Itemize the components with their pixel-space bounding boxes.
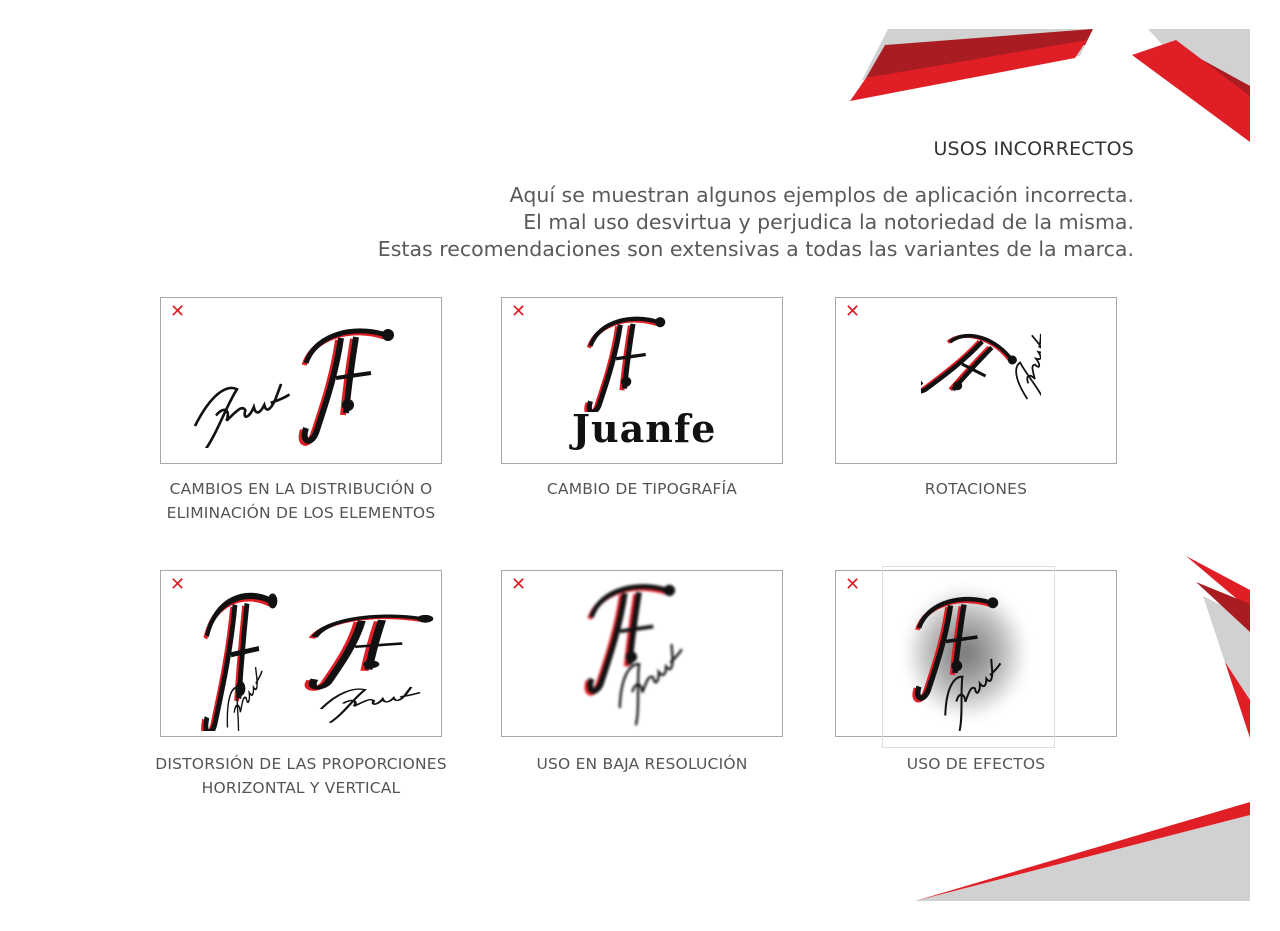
example-card <box>501 297 783 464</box>
close-icon: ✕ <box>845 301 861 322</box>
example-card <box>835 297 1117 464</box>
caption-line: ROTACIONES <box>924 480 1028 498</box>
caption-line: CAMBIO DE TIPOGRAFÍA <box>546 480 738 498</box>
card-caption <box>481 477 803 501</box>
card-caption <box>815 752 1137 776</box>
close-icon: ✕ <box>511 301 527 322</box>
logo-image <box>910 592 1030 732</box>
caption-line: HORIZONTAL Y VERTICAL <box>201 779 401 797</box>
close-icon: ✕ <box>845 574 861 595</box>
logo-image <box>191 318 421 448</box>
close-icon: ✕ <box>511 574 527 595</box>
caption-line: CAMBIOS EN LA DISTRIBUCIÓN O <box>169 480 433 498</box>
caption-line: USO EN BAJA RESOLUCIÓN <box>536 755 748 773</box>
sample-typography: Juanfe <box>572 406 717 451</box>
example-card <box>501 570 783 737</box>
logo-image <box>582 312 712 412</box>
caption-line: USO DE EFECTOS <box>906 755 1046 773</box>
description-line: Estas recomendaciones son extensivas a todas las variantes de la marca. <box>377 237 1134 261</box>
logo-image <box>191 581 441 731</box>
header <box>378 138 1134 263</box>
description-line: El mal uso desvirtua y perjudica la notoriedad de la misma. <box>523 210 1134 234</box>
caption-line: ELIMINACIÓN DE LOS ELEMENTOS <box>166 504 436 522</box>
caption-line: DISTORSIÓN DE LAS PROPORCIONES <box>155 755 447 773</box>
logo-image <box>582 579 712 729</box>
close-icon: ✕ <box>170 574 186 595</box>
logo-image <box>921 308 1041 453</box>
page-title: USOS INCORRECTOS <box>933 138 1134 160</box>
close-icon: ✕ <box>170 301 186 322</box>
card-caption <box>481 752 803 776</box>
card-caption <box>140 477 462 525</box>
example-card <box>160 570 442 737</box>
card-caption <box>815 477 1137 501</box>
description-line: Aquí se muestran algunos ejemplos de aplicación incorrecta. <box>509 183 1134 207</box>
example-card <box>160 297 442 464</box>
card-caption <box>140 752 462 800</box>
